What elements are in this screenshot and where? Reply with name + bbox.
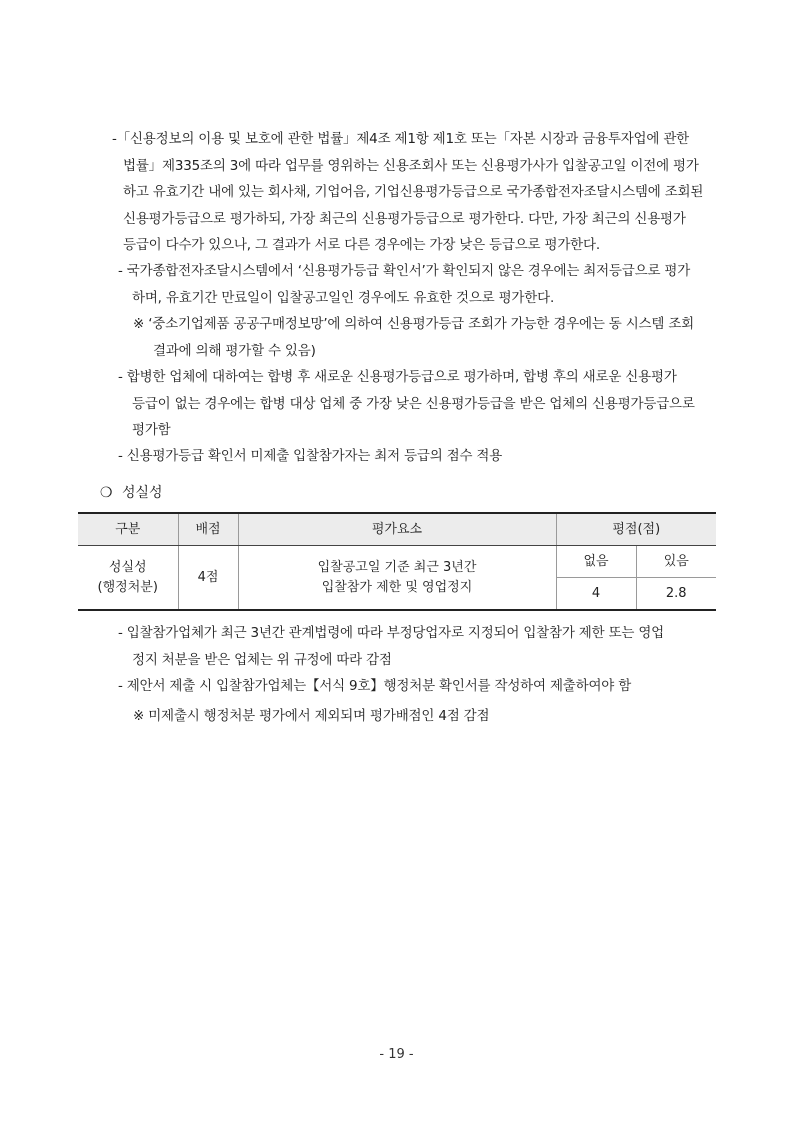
element-line: 입찰공고일 기준 최근 3년간 — [317, 559, 477, 575]
section-title: 성실성 — [122, 485, 163, 501]
note-non-submission-deduction — [133, 703, 489, 730]
text-line: 등급이 다수가 있으나, 그 결과가 서로 다른 경우에는 가장 낮은 등급으로 평가한다. — [123, 237, 600, 253]
text-line: 결과에 의해 평가할 수 있음) — [153, 342, 316, 359]
subheader-exists: 있음 — [636, 546, 716, 578]
cell-element — [238, 546, 556, 611]
cell-points: 4점 — [178, 546, 238, 611]
score-none: 4 — [556, 578, 636, 611]
table-header-row — [78, 513, 716, 546]
text-line: -「신용정보의 이용 및 보호에 관한 법률」제4조 제1항 제1호 또는「자본 시장과 금융투자업에 관한 — [112, 131, 690, 147]
element-line: 입찰참가 제한 및 영업정지 — [321, 579, 473, 595]
category-line: 성실성 — [108, 559, 147, 575]
text-line: ※ 미제출시 행정처분 평가에서 제외되며 평가배점인 4점 감점 — [133, 708, 490, 724]
cell-category — [78, 546, 178, 611]
table-row — [78, 546, 716, 578]
paragraph-form-submission — [118, 673, 631, 700]
note-sme-info-network — [133, 311, 694, 364]
text-line: 법률」제335조의 3에 따라 업무를 영위하는 신용조회사 또는 신용평가사가 입찰공고일 이전에 평가 — [123, 157, 699, 174]
text-line: - 합병한 업체에 대하여는 합병 후 새로운 신용평가등급으로 평가하며, 합병 후의 새로운 신용평가 — [118, 369, 677, 385]
text-line: 하며, 유효기간 만료일이 입찰공고일인 경우에도 유효한 것으로 평가한다. — [132, 289, 555, 306]
text-line: - 입찰참가업체가 최근 3년간 관계법령에 따라 부정당업자로 지정되어 입찰참가 제한 또는 영업 — [118, 625, 665, 641]
paragraph-non-submission-rule — [118, 443, 502, 470]
paragraph-merger-rule — [118, 364, 695, 444]
score-exists: 2.8 — [636, 578, 716, 611]
text-line: - 국가종합전자조달시스템에서 ‘신용평가등급 확인서’가 확인되지 않은 경우에는 최저등급으로 평가 — [118, 263, 691, 279]
header-category: 구분 — [78, 513, 178, 546]
text-line: 평가함 — [132, 422, 171, 438]
text-line: - 제안서 제출 시 입찰참가업체는【서식 9호】행정처분 확인서를 작성하여 제출하여야 함 — [118, 678, 632, 694]
text-line: - 신용평가등급 확인서 미제출 입찰참가자는 최저 등급의 점수 적용 — [118, 448, 503, 464]
circle-bullet-icon: ❍ — [100, 485, 113, 501]
paragraph-penalty-rule — [118, 620, 664, 673]
section-heading — [100, 481, 163, 505]
text-line: 정지 처분을 받은 업체는 위 규정에 따라 감점 — [132, 651, 392, 668]
paragraph-no-certificate-rule — [118, 258, 690, 311]
page-number: - 19 - — [379, 1047, 414, 1062]
integrity-evaluation-table — [78, 512, 716, 611]
category-line: (행정처분) — [97, 579, 158, 595]
text-line: 하고 유효기간 내에 있는 회사채, 기업어음, 기업신용평가등급으로 국가종합전자조달시스템에 조회된 — [123, 184, 704, 200]
text-line: ※ ‘중소기업제품 공공구매정보망’에 의하여 신용평가등급 조회가 가능한 경우에는 동 시스템 조회 — [133, 316, 695, 332]
subheader-none: 없음 — [556, 546, 636, 578]
text-line: 등급이 없는 경우에는 합병 대상 업체 중 가장 낮은 신용평가등급을 받은 업체의 신용평가등급으로 — [132, 395, 695, 412]
text-line: 신용평가등급으로 평가하되, 가장 최근의 신용평가등급으로 평가한다. 다만, 가장 최근의 신용평가 — [123, 210, 686, 227]
header-points: 배점 — [178, 513, 238, 546]
paragraph-credit-rating-rule — [112, 126, 703, 259]
header-score: 평점(점) — [556, 513, 716, 546]
header-element: 평가요소 — [238, 513, 556, 546]
